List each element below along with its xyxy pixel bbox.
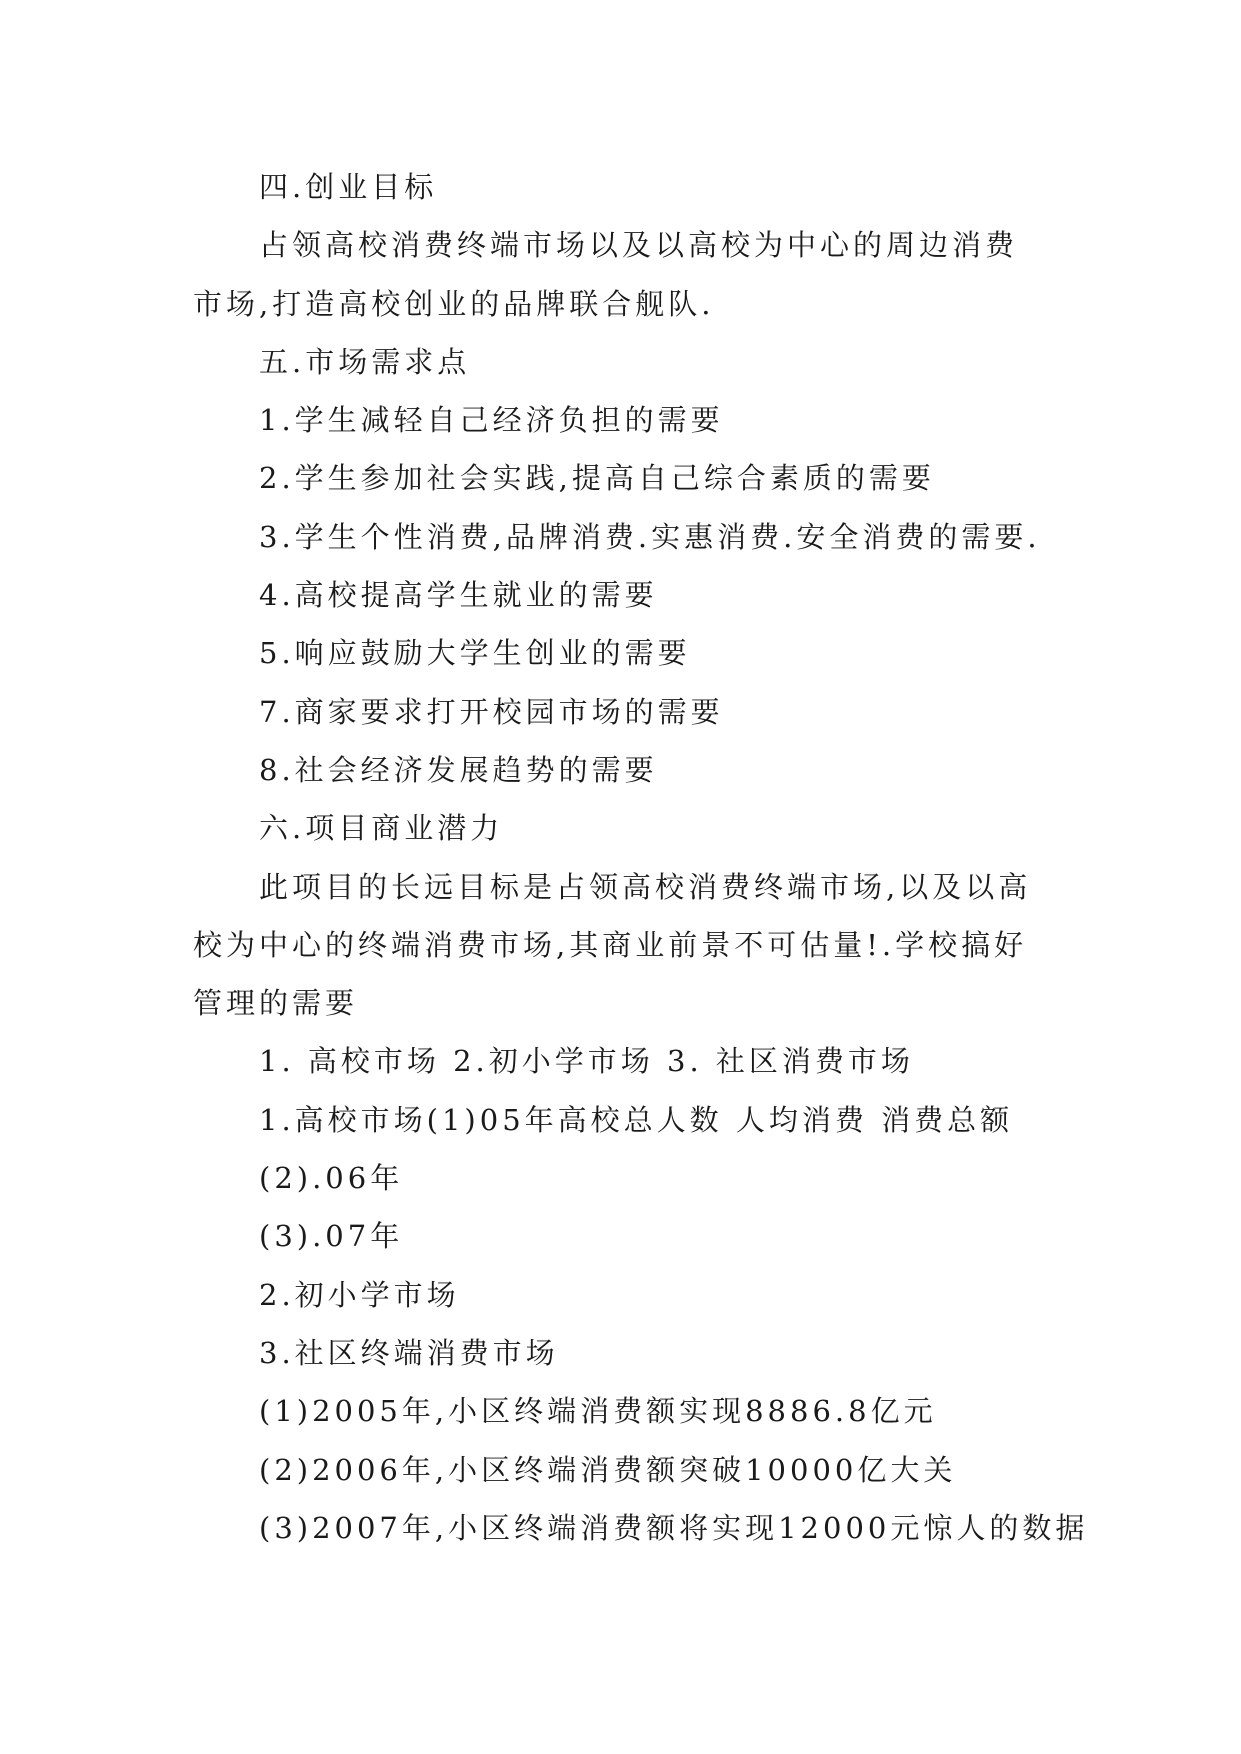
list-item: 1. 高校市场 2.初小学市场 3. 社区消费市场 xyxy=(259,1044,914,1079)
list-item: (2)2006年,小区终端消费额突破10000亿大关 xyxy=(259,1452,957,1487)
list-item: (3)2007年,小区终端消费额将实现12000元惊人的数据 xyxy=(259,1510,1089,1545)
list-item: 4.高校提高学生就业的需要 xyxy=(259,578,658,613)
list-item: 7.商家要求打开校园市场的需要 xyxy=(259,694,724,729)
document-body xyxy=(193,158,1089,1557)
section-heading-goal: 四.创业目标 xyxy=(259,170,438,204)
paragraph-line: 校为中心的终端消费市场,其商业前景不可估量!.学校搞好 xyxy=(193,927,1028,962)
list-item: 2.初小学市场 xyxy=(259,1277,460,1312)
section-heading-business-potential: 六.项目商业潜力 xyxy=(259,811,504,846)
list-item: 3.社区终端消费市场 xyxy=(259,1335,559,1370)
list-item: 3.学生个性消费,品牌消费.实惠消费.安全消费的需要. xyxy=(259,519,1041,554)
list-item: 5.响应鼓励大学生创业的需要 xyxy=(259,636,691,671)
list-item: (2).06年 xyxy=(259,1161,404,1196)
list-item: 8.社会经济发展趋势的需要 xyxy=(259,752,658,787)
paragraph-line: 此项目的长远目标是占领高校消费终端市场,以及以高 xyxy=(259,869,1032,904)
paragraph-line: 市场,打造高校创业的品牌联合舰队. xyxy=(193,286,715,321)
list-item: (3).07年 xyxy=(259,1219,404,1254)
list-item: 2.学生参加社会实践,提高自己综合素质的需要 xyxy=(259,461,935,496)
list-item: 1.高校市场(1)05年高校总人数 人均消费 消费总额 xyxy=(259,1102,1014,1137)
list-item: 1.学生减轻自己经济负担的需要 xyxy=(259,403,724,438)
paragraph-line: 占领高校消费终端市场以及以高校为中心的周边消费 xyxy=(259,228,1019,263)
paragraph-line: 管理的需要 xyxy=(193,986,359,1021)
section-heading-market-demand: 五.市场需求点 xyxy=(259,344,471,379)
list-item: (1)2005年,小区终端消费额实现8886.8亿元 xyxy=(259,1394,937,1429)
